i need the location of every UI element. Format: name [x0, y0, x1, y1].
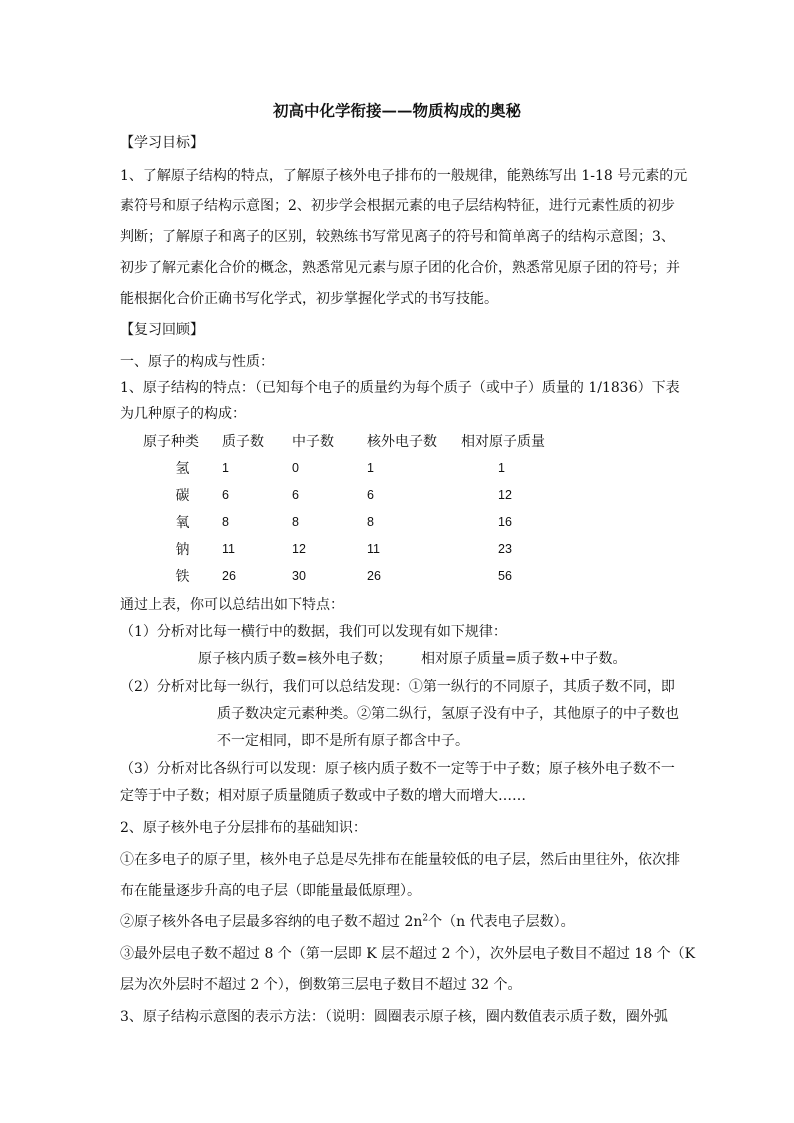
review-heading: 【复习回顾】 — [120, 322, 204, 338]
objective-line: 初步了解元素化合价的概念，熟悉常见元素与原子团的化合价，熟悉常见原子团的符号；并 — [120, 260, 680, 276]
column-header: 原子种类 — [143, 433, 199, 450]
part1-heading: 一、原子的构成与性质： — [120, 354, 274, 370]
table-cell: 8 — [367, 514, 374, 529]
rule-2-text-end: 个（n 代表电子层数）。 — [428, 914, 575, 930]
point-2-line: 不一定相同，即不是所有原子都含中子。 — [217, 733, 469, 749]
rule-3-line: ③最外层电子数不超过 8 个（第一层即 K 层不超过 2 个），次外层电子数目不超过 18 个（K — [120, 946, 696, 962]
rule-2-superscript: 2 — [422, 913, 429, 924]
table-row — [143, 508, 571, 535]
table-cell: 12 — [498, 487, 512, 502]
table-header-row — [143, 427, 571, 454]
table-cell: 1 — [367, 460, 374, 475]
table-cell: 26 — [367, 568, 381, 583]
table-cell: 6 — [367, 487, 374, 502]
part2-heading: 2、原子核外电子分层排布的基础知识： — [120, 820, 367, 836]
part1-intro-line: 1、原子结构的特点：（已知每个电子的质量约为每个质子（或中子）质量的 1/1836）下表 — [120, 380, 680, 396]
part3-line: 3、原子结构示意图的表示方法：（说明：圆圈表示原子核，圈内数值表示质子数，圈外弧 — [120, 1009, 668, 1025]
objective-line: 素符号和原子结构示意图；2、初步学会根据元素的电子层结构特征，进行元素性质的初步 — [120, 198, 675, 214]
rule-1-line: 布在能量逐步升高的电子层（即能量最低原理）。 — [120, 883, 421, 899]
element-cell: 氢 — [175, 460, 190, 477]
table-cell: 1 — [222, 460, 229, 475]
column-header: 中子数 — [292, 433, 334, 450]
table-row — [143, 535, 571, 562]
table-cell: 26 — [222, 568, 236, 583]
atom-composition-table — [143, 427, 571, 589]
table-cell: 0 — [292, 460, 299, 475]
rule-2-text: ②原子核外各电子层最多容纳的电子数不超过 2n — [120, 914, 423, 930]
table-cell: 11 — [222, 541, 235, 556]
point-2-line: （2）分析对比每一纵行，我们可以总结发现：①第一纵行的不同原子，其质子数不同，即 — [120, 679, 675, 695]
table-cell: 12 — [292, 541, 306, 556]
element-cell: 氧 — [175, 514, 190, 531]
table-row — [143, 454, 571, 481]
part1-intro-line: 为几种原子的构成： — [120, 406, 246, 422]
element-cell: 钠 — [175, 541, 190, 558]
learning-objectives-heading: 【学习目标】 — [120, 135, 204, 151]
column-header: 质子数 — [222, 433, 264, 450]
column-header: 核外电子数 — [367, 433, 437, 450]
point-1-rule-a: 原子核内质子数=核外电子数； — [198, 651, 392, 667]
point-3-line: （3）分析对比各纵行可以发现：原子核内质子数不一定等于中子数；原子核外电子数不一 — [120, 761, 675, 777]
rule-3-line: 层为次外层时不超过 2 个），倒数第三层电子数目不超过 32 个。 — [120, 977, 522, 993]
table-cell: 56 — [498, 568, 512, 583]
point-2-line: 质子数决定元素种类。②第二纵行，氢原子没有中子，其他原子的中子数也 — [217, 706, 679, 722]
table-cell: 16 — [498, 514, 512, 529]
table-cell: 8 — [292, 514, 299, 529]
objective-line: 判断；了解原子和离子的区别，较熟练书写常见离子的符号和简单离子的结构示意图；3、 — [120, 229, 675, 245]
objective-line: 1、了解原子结构的特点，了解原子核外电子排布的一般规律，能熟练写出 1-18 号元素的元 — [120, 168, 688, 184]
table-cell: 23 — [498, 541, 512, 556]
element-cell: 碳 — [175, 487, 190, 504]
element-cell: 铁 — [175, 568, 190, 585]
point-1: （1）分析对比每一横行中的数据，我们可以发现有如下规律： — [120, 624, 507, 640]
table-row — [143, 481, 571, 508]
table-cell: 30 — [292, 568, 306, 583]
point-3-line: 定等于中子数；相对原子质量随质子数或中子数的增大而增大…… — [120, 788, 526, 804]
summary-intro: 通过上表，你可以总结出如下特点： — [120, 597, 344, 613]
table-cell: 11 — [367, 541, 380, 556]
rule-1-line: ①在多电子的原子里，核外电子总是尽先排布在能量较低的电子层，然后由里往外，依次排 — [120, 852, 680, 868]
table-row — [143, 562, 571, 589]
objective-line: 能根据化合价正确书写化学式，初步掌握化学式的书写技能。 — [120, 291, 498, 307]
point-1-rule-b: 相对原子质量=质子数+中子数。 — [421, 651, 627, 667]
table-cell: 1 — [498, 460, 505, 475]
table-cell: 6 — [222, 487, 229, 502]
rule-2-line — [120, 912, 575, 932]
table-cell: 6 — [292, 487, 299, 502]
table-cell: 8 — [222, 514, 229, 529]
column-header: 相对原子质量 — [461, 433, 545, 450]
document-title: 初高中化学衔接——物质构成的奥秘 — [272, 101, 521, 120]
